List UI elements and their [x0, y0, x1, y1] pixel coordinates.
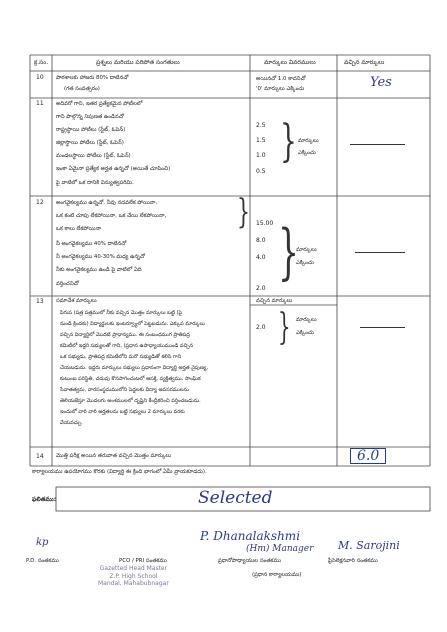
row-12-number: 12	[36, 199, 44, 206]
row-13-brace: }	[278, 307, 291, 348]
row-12-value: 8.0	[256, 237, 266, 244]
row-11-note: ఎక్కించు	[298, 150, 316, 156]
row-13-line: కుటుంబ పరిస్థితి, చదువు కొనసాగించుటలో ఆసక్తి, వ్యక్తిత్వము, సాంఘిక	[60, 376, 201, 382]
row-14-awarded: 6.0	[350, 448, 386, 464]
row-11-line: అదివరో గాని, ఇతర ప్రత్యేకమైన పోటీలలో	[56, 101, 143, 107]
row-11-value: 1.5	[256, 137, 266, 144]
header-question: ప్రశ్నలు మరియు పరిపోత సంగతులు	[96, 59, 180, 66]
row-11-line: ఇంకా ఏమైనా ప్రత్యేక అర్హత ఉన్నచో (అయితే చూపించి)	[56, 166, 171, 172]
row-11-line: పై వాటిలో ఒక దానికి విన్యుత్వపరిమి.	[56, 180, 134, 186]
row-10-marks: అయినచో 1.0 కాదనిచో	[256, 76, 306, 82]
row-11-line: జిల్లాస్థాయి పోటీలు (స్టేట్, ఓపెన్)	[56, 140, 124, 146]
hm-signature-label: ప్రధానోపాధ్యాయుల సంతకము	[218, 558, 281, 564]
header-sno: క్ర.సం.	[34, 59, 49, 66]
row-13-line: వచ్చిన విద్యార్థిలో మొదటి ప్రాధాన్యము. ఈ సంబంధముగ ప్రాతిపద్ర	[60, 332, 190, 338]
row-12-awarded-dash	[355, 252, 405, 253]
row-11-line: మండలస్థాయి పోటీలు (స్టేట్, ఓపెన్)	[56, 153, 131, 159]
row-12-value: 2.0	[256, 285, 266, 292]
stamp-line1: Gazetted Head Master	[99, 565, 168, 572]
row-13-title: సమాచేశ మార్కులు	[56, 298, 97, 304]
row-11-value: 1.0	[256, 152, 266, 159]
row-12-line: వర్తించనిచో	[56, 281, 79, 287]
row-11-awarded-dash	[350, 144, 405, 145]
row-11-value: 0.5	[256, 168, 266, 175]
pco-signature-label: PCO / PRI సంతకము	[119, 558, 167, 564]
row-11-number: 11	[36, 100, 44, 107]
row-13-line: ఒక సభ్యుడు, ప్రాతిపద్ర కమిటీలోని మరొ సభ్యుడితో కలిసి గాని	[60, 354, 182, 360]
stamp-line3: Mandal, Mahabubnagar	[98, 580, 169, 587]
row-14-line: మొత్తి పరీక్ష అయిన తరువాత వచ్చిన మొత్తం మార్కులు	[56, 453, 172, 459]
row-13-line: పిగుప (పత్ర పత్రములో నీకు వచ్చిన మొత్తం మార్కులు బట్టి (పై	[60, 310, 183, 316]
header-marks-detail: మార్కులు వివరములు	[264, 59, 316, 66]
member-signature: M. Sarojini	[338, 539, 400, 552]
row-13-note: ఎక్కించు	[296, 330, 314, 336]
principal-office-label: (ప్రధాన కార్యాలయము)	[252, 572, 302, 578]
row-12-line: అంగవైకల్యము ఉన్నచో, నీవు నదవలేక పోయినా,	[56, 200, 158, 206]
school-stamp	[98, 565, 169, 588]
row-10-number: 10	[36, 74, 44, 81]
header-marks-awarded: వచ్చిన మార్కులు	[344, 59, 385, 66]
row-11-note: మార్కులు	[298, 138, 319, 144]
office-note: కార్యాలయము ఉపయోగము కొరకు (విద్యార్థి ఈ క్రింది భాగంలో ఏమీ వ్రాయకూడదు).	[32, 469, 207, 475]
row-11-line: రాష్ట్రస్థాయి పోటీలు (స్టేట్, ఓపెన్)	[56, 127, 126, 133]
row-13-value: 2.0	[256, 324, 266, 331]
row-12-note: మార్కులు	[296, 247, 317, 253]
row-13-line: తెలియజేస్తూ మొదలగు అంశములలో దృష్టిని కేంద్రీకరించి వర్తించబడును.	[60, 398, 201, 404]
stamp-line2: Z.P. High School	[109, 572, 158, 580]
row-13-line: కమిటీలో ఇద్దరి సభ్యులతో గాని, (ప్రధాన ఉపాధ్యాయుముండి వచ్చిన	[60, 343, 194, 349]
row-12-line: ఒక కాలు లేకపోయినా	[56, 226, 102, 232]
row-13-awarded-dash	[360, 327, 405, 328]
hm-signature: P. Dhanalakshmi	[200, 529, 301, 543]
row-12-line: ఒక కంటి చూపు లేకపోయినా, ఒక చేయి లేకపోయినా,	[56, 213, 167, 219]
row-13-line: ఇందులో వారి వారి అర్హతలను బట్టి సభ్యులు 2 మార్కులు వరకు	[60, 409, 185, 415]
row-13-line: చేయబడును. ఇద్దరు మార్కులు సభ్యులు ప్రధానంగా విద్యార్థి అర్హత నైపుణ్య,	[60, 365, 209, 371]
row-14-number: 14	[36, 453, 44, 460]
row-11-value: 2.5	[256, 122, 266, 129]
row-13-number: 13	[36, 298, 44, 305]
row-10-marks: '0' మార్కులు ఎక్కించు	[256, 86, 305, 92]
row-11-brace: }	[280, 116, 297, 167]
row-12-line: నీకు అంగవైకల్యము ఉండి పై వాటిలో ఏది	[56, 267, 142, 273]
hm-signature-line2: (Hm) Manager	[246, 544, 314, 554]
row-12-line: నీ అంగవైకల్యము 40-30% మధ్య ఉన్నచో	[56, 254, 145, 260]
row-12-value: 4.0	[256, 254, 266, 261]
row-12-brace: }	[278, 217, 300, 287]
row-13-note: మార్కులు	[296, 317, 317, 323]
pd-signature-label: P.D. సంతకము	[26, 558, 59, 564]
row-10-line: పాఠశాలకు హాజరు 80% దాటినచో	[56, 75, 129, 81]
pd-signature: kp	[36, 537, 49, 548]
row-10-line: (గత సంవత్సరం)	[64, 86, 100, 92]
result-label: ఫలితము:	[32, 496, 57, 503]
row-12-line: నీ అంగవైకల్యము 40% దాటినచో	[56, 241, 127, 247]
row-12-value: 15.00	[256, 220, 274, 227]
row-11-line: గాని పాల్గొన్న నిపుణత ఉండినచో	[56, 114, 124, 120]
row-13-line: సేవాతత్వమ, వారసంస్థమములోని పెద్దలకు విద్యా అవసరములను	[60, 387, 189, 393]
member-signature-label: ఫ్రీసెలెక్షనవారి సంతకము	[328, 558, 378, 564]
row-13-marks-header: వచ్చిన మార్కులు	[256, 298, 293, 304]
result-value: Selected	[198, 488, 273, 508]
row-12-note: ఎక్కించు	[296, 260, 314, 266]
row-10-awarded: Yes	[370, 75, 392, 90]
row-13-line: వేయవచ్చు.	[60, 420, 83, 426]
row-12-small-brace: }	[237, 192, 250, 232]
row-13-line: నుండి క్రిందకు) విద్యార్థులకు ఇంటర్వ్యూలో పెట్టబడును. ఎక్కువ మార్కులు	[60, 321, 205, 327]
